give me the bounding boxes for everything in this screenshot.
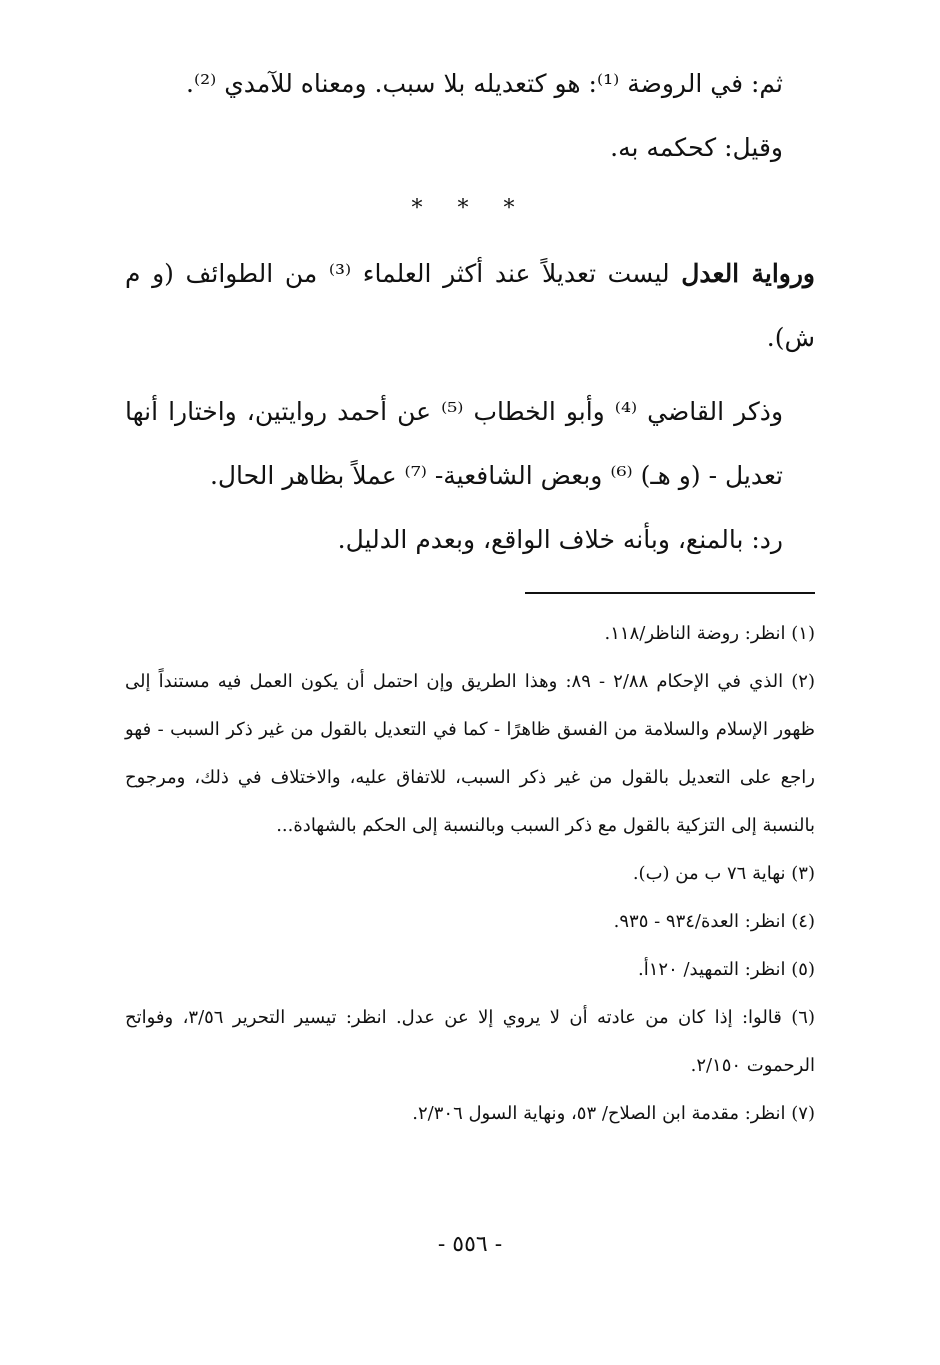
footnote-text: قالوا: إذا كان من عادته أن لا يروي إلا عن عدل. انظر: تيسير التحرير ٣/٥٦، وفواتح الرحموت ٢/١٥٠. (125, 1007, 815, 1076)
footnote-number: (٤) (791, 911, 815, 932)
footnote-5 (125, 946, 815, 994)
footnote-text: انظر: مقدمة ابن الصلاح/ ٥٣، ونهاية السول ٢/٣٠٦. (412, 1103, 786, 1124)
footnote-6 (125, 994, 815, 1090)
footnote-number: (١) (791, 623, 815, 644)
footnote-number: (٥) (791, 959, 815, 980)
footnote-text: انظر: روضة الناظر/١١٨. (604, 623, 786, 644)
footnote-3 (125, 850, 815, 898)
paragraph-rudd: رد: بالمنع، وبأنه خلاف الواقع، وبعدم الدليل. (337, 525, 783, 554)
footnote-text: انظر: التمهيد/ ١٢٠أ. (638, 959, 786, 980)
paragraph-qadi: وذكر القاضي ⁽⁴⁾ وأبو الخطاب ⁽⁵⁾ عن أحمد روايتين، واختارا أنها تعديل - (و هـ) ⁽⁶⁾ وبعض الشافعية- ⁽⁷⁾ عملاً بظاهر الحال. (125, 397, 784, 490)
footnote-1 (125, 610, 815, 658)
footnote-4 (125, 898, 815, 946)
footnote-7 (125, 1090, 815, 1138)
footnote-text: انظر: العدة/٩٣٤ - ٩٣٥. (613, 911, 786, 932)
paragraph-riwayat-al-adl (125, 242, 815, 370)
footnotes (125, 610, 815, 1138)
footnote-number: (٣) (791, 863, 815, 884)
paragraph-rawda: ثم: في الروضة ⁽¹⁾: هو كتعديله بلا سبب. ومعناه للآمدي ⁽²⁾. (186, 69, 783, 98)
footnote-number: (٢) (791, 671, 815, 692)
footnote-text: نهاية ٧٦ ب من (ب). (632, 863, 786, 884)
footnote-separator (525, 592, 815, 594)
main-text (125, 52, 815, 572)
footnote-number: (٦) (791, 1007, 815, 1028)
paragraph-qil: وقيل: كحكمه به. (610, 133, 783, 162)
section-separator: * * * (411, 196, 529, 221)
footnote-number: (٧) (791, 1103, 815, 1124)
page-number: - ٥٥٦ - (437, 1232, 503, 1257)
paragraph-riwayat-al-adl-rest: ليست تعديلاً عند أكثر العلماء ⁽³⁾ من الطوائف (و م ش). (125, 259, 815, 352)
bold-lead-term: ورواية العدل (681, 259, 815, 288)
footnote-text: الذي في الإحكام ٢/٨٨ - ٨٩: وهذا الطريق وإن احتمل أن يكون العمل فيه مستنداً إلى ظهور الإسلام والسلامة من الفسق ظاهرًا - كما في التعديل بالقول من غير ذكر السبب - فهو راجع على التعديل بالقول من غير ذكر السبب، للاتفاق عليه، والاختلاف في ذلك، ومرجوح بالنسبة إلى التزكية بالقول مع ذكر السبب وبالنسبة إلى الحكم بالشهادة... (125, 671, 815, 836)
footnote-2 (125, 658, 815, 850)
